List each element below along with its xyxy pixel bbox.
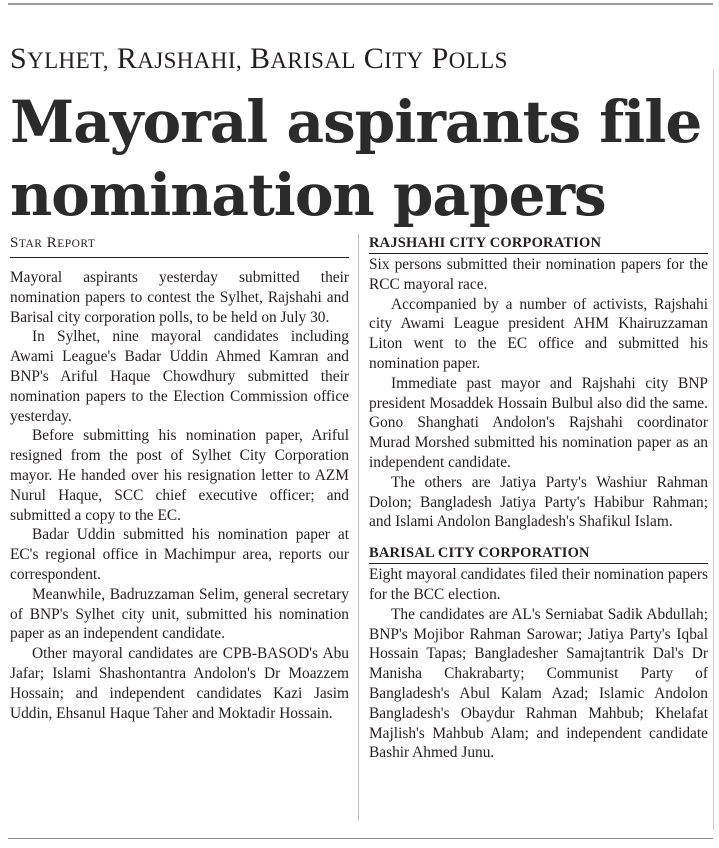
paragraph: The candidates are AL's Serniabat Sadik Abdullah; BNP's Mojibor Rahman Sarowar; Jatiya Party's Iqbal Hossain Tapas; Bangladesher Samajtantrik Dal's Dr Manisha Chakrabarty; Communist Party of Bangladesh's Abul Kalam Azad; Islamic Andolon Bangladesh's Obaydur Rahman Mahbub; Khelafat Majlish's Mahbub Alam; and independent candidate Bashir Ahmed Junu.	[369, 605, 708, 762]
paragraph: Meanwhile, Badruzzaman Selim, general secretary of BNP's Sylhet city unit, submitted his nomination paper as an independent candidate.	[10, 585, 349, 643]
paragraph: Accompanied by a number of activists, Rajshahi city Awami League president AHM Khairuzzaman Liton went to the EC office and submitted his nomination paper.	[369, 295, 708, 372]
headline-line-2: nomination papers	[10, 161, 606, 229]
kicker	[10, 42, 710, 78]
byline: STAR REPORT	[10, 235, 96, 251]
paragraph: Six persons submitted their nomination papers for the RCC mayoral race.	[369, 256, 708, 293]
paragraph: Other mayoral candidates are CPB-BASOD's Abu Jafar; Islami Shashontantra Andolon's Dr Moazzem Hossain; and independent candidates Kazi Jasim Uddin, Ehsanul Haque Taher and Moktadir Hossain.	[10, 645, 349, 722]
byline-rule	[10, 257, 349, 258]
section-gap	[369, 532, 708, 544]
paragraph: Mayoral aspirants yesterday submitted their nomination papers to contest the Sylhet, Rajshahi and Barisal city corporation polls, to be held on July 30.	[10, 269, 349, 326]
section-heading-barisal: BARISAL CITY CORPORATION	[369, 545, 590, 562]
paragraph: Immediate past mayor and Rajshahi city BNP president Mosaddek Hossain Bulbul also did the same. Gono Shanghati Andolon's Rajshahi coordinator Murad Morshed submitted his nomination paper as an independent candidate.	[369, 374, 708, 471]
paragraph: In Sylhet, nine mayoral candidates including Awami League's Badar Uddin Ahmed Kamran and BNP's Ariful Haque Chowdhury submitted their nomination papers to the Election Commission office yesterday.	[10, 328, 349, 425]
column-divider	[358, 234, 359, 820]
kicker-word: SYLHET,	[10, 42, 109, 75]
kicker-word: RAJSHAHI,	[116, 42, 243, 75]
left-column	[10, 268, 349, 723]
paragraph: Eight mayoral candidates filed their nomination papers for the BCC election.	[369, 566, 708, 603]
right-column	[369, 234, 708, 763]
bottom-rule	[8, 838, 713, 839]
section-rule	[369, 563, 708, 564]
kicker-word: BARISAL	[249, 42, 356, 75]
top-rule	[8, 3, 713, 5]
kicker-word: POLLS	[431, 42, 508, 75]
section-rule	[369, 253, 708, 254]
page-edge-rule	[713, 70, 714, 830]
paragraph: Before submitting his nomination paper, Ariful resigned from the post of Sylhet City Corporation mayor. He handed over his resignation letter to AZM Nurul Haque, SCC chief executive officer; and submitted a copy to the EC.	[10, 427, 349, 524]
paragraph: Badar Uddin submitted his nomination paper at EC's regional office in Machimpur area, reports our correspondent.	[10, 526, 349, 583]
kicker-word: CITY	[363, 42, 424, 75]
headline	[10, 86, 719, 232]
section-heading-rajshahi: RAJSHAHI CITY CORPORATION	[369, 235, 602, 251]
headline-line-1: Mayoral aspirants file	[10, 88, 702, 156]
paragraph: The others are Jatiya Party's Washiur Rahman Dolon; Bangladesh Jatiya Party's Habibur Rahman; and Islami Andolon Bangladesh's Shafikul Islam.	[369, 473, 708, 531]
